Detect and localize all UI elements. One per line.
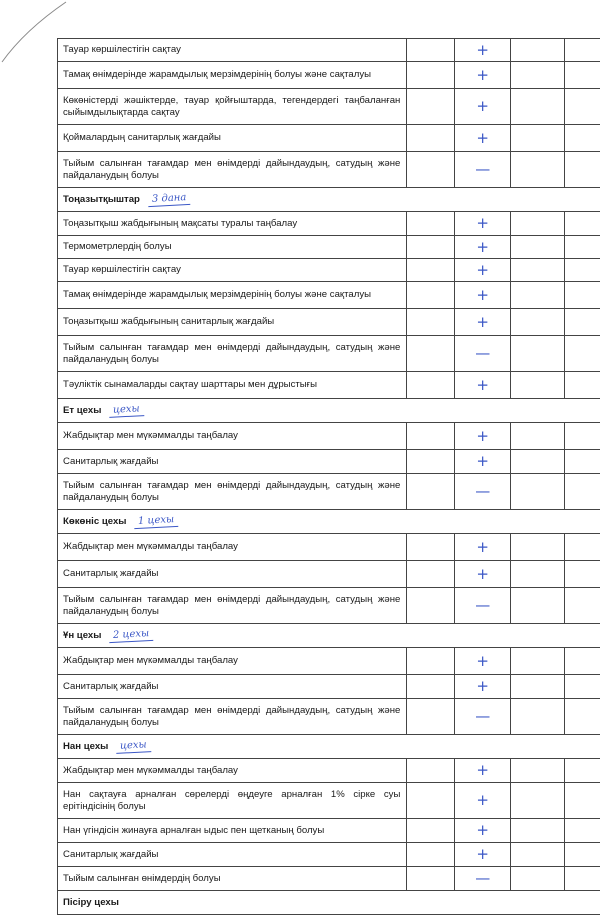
table-row <box>57 125 600 152</box>
table-row <box>57 759 600 783</box>
dash-mark: — <box>475 596 491 614</box>
dash-mark: — <box>475 869 491 887</box>
section-title: Ет цехы <box>63 404 102 416</box>
table-row <box>57 212 600 236</box>
dash-mark: — <box>475 160 491 178</box>
check-mark: + <box>476 40 489 59</box>
row-label: Жабдықтар мен мүкәммалды таңбалау <box>58 648 407 674</box>
row-label: Тауар көршілестігін сақтау <box>58 39 407 61</box>
table-row <box>57 259 600 282</box>
section-header <box>57 735 600 759</box>
row-label: Тоңазытқыш жабдығының санитарлық жағдайы <box>58 309 407 335</box>
row-label: Тыйым салынған тағамдар мен өнімдерді дайындаудың, сатудың және пайдаланудың болуы <box>58 474 407 509</box>
check-mark: + <box>476 65 489 84</box>
handwritten-note: цехы <box>116 739 151 754</box>
row-label: Жабдықтар мен мүкәммалды таңбалау <box>58 534 407 560</box>
table-row <box>57 819 600 843</box>
handwritten-note: 3 дана <box>148 192 191 207</box>
dash-mark: — <box>475 344 491 362</box>
check-mark: + <box>476 375 489 394</box>
row-label: Тауар көршілестігін сақтау <box>58 259 407 281</box>
row-label: Санитарлық жағдайы <box>58 675 407 698</box>
check-mark: + <box>476 651 489 670</box>
row-label: Санитарлық жағдайы <box>58 450 407 473</box>
dash-mark: — <box>475 707 491 725</box>
row-label: Жабдықтар мен мүкәммалды таңбалау <box>58 759 407 782</box>
section-title: Тоңазытқыштар <box>63 193 140 205</box>
section-header <box>57 624 600 648</box>
table-row <box>57 89 600 125</box>
table-row <box>57 843 600 867</box>
row-label: Тоңазытқыш жабдығының мақсаты туралы таңбалау <box>58 212 407 235</box>
row-label: Көкөністерді жәшіктерде, тауар қойғыштарда, тегендердегі таңбаланған сыйымдылықтарда сақтау <box>58 89 407 124</box>
dash-mark: — <box>475 482 491 500</box>
table-row <box>57 236 600 259</box>
row-label: Термометрлердің болуы <box>58 236 407 258</box>
row-label: Жабдықтар мен мүкәммалды таңбалау <box>58 423 407 449</box>
row-label: Тыйым салынған тағамдар мен өнімдерді дайындаудың, сатудың және пайдаланудың болуы <box>58 336 407 371</box>
check-mark: + <box>476 312 489 331</box>
table-row <box>57 282 600 309</box>
row-label: Санитарлық жағдайы <box>58 843 407 866</box>
row-label: Тыйым салынған тағамдар мен өнімдерді дайындаудың, сатудың және пайдаланудың болуы <box>58 699 407 734</box>
table-row <box>57 450 600 474</box>
row-label: Тыйым салынған тағамдар мен өнімдерді дайындаудың, сатудың және пайдаланудың болуы <box>58 152 407 187</box>
section-header <box>57 891 600 915</box>
check-mark: + <box>476 426 489 445</box>
table-row <box>57 474 600 510</box>
check-mark: + <box>476 285 489 304</box>
row-label: Тыйым салынған тағамдар мен өнімдерді дайындаудың, сатудың және пайдаланудың болуы <box>58 588 407 623</box>
check-mark: + <box>476 237 489 256</box>
check-mark: + <box>476 791 489 809</box>
row-label: Тамақ өнімдерінде жарамдылық мерзімдерінің болуы және сақталуы <box>58 62 407 88</box>
check-mark: + <box>476 821 489 839</box>
handwritten-note: цехы <box>109 403 144 418</box>
inspection-table <box>57 38 600 915</box>
row-label: Тамақ өнімдерінде жарамдылық мерзімдерінің болуы және сақталуы <box>58 282 407 308</box>
check-mark: + <box>476 564 489 583</box>
row-label: Нан үгіндісін жинауға арналған ыдыс пен щетканың болуы <box>58 819 407 842</box>
table-row <box>57 675 600 699</box>
table-row <box>57 561 600 588</box>
table-row <box>57 372 600 399</box>
table-row <box>57 648 600 675</box>
row-label: Тыйым салынған өнімдердің болуы <box>58 867 407 890</box>
table-row <box>57 423 600 450</box>
check-mark: + <box>476 128 489 147</box>
table-row <box>57 152 600 188</box>
check-mark: + <box>476 97 489 115</box>
row-label: Санитарлық жағдайы <box>58 561 407 587</box>
check-mark: + <box>476 761 489 779</box>
handwritten-note: 1 цехы <box>134 514 179 529</box>
handwritten-note: 2 цехы <box>109 628 154 643</box>
table-row <box>57 534 600 561</box>
section-header <box>57 188 600 212</box>
table-row <box>57 309 600 336</box>
table-row <box>57 336 600 372</box>
section-header <box>57 510 600 534</box>
row-label: Қоймалардың санитарлық жағдайы <box>58 125 407 151</box>
check-mark: + <box>476 677 489 695</box>
check-mark: + <box>476 214 489 232</box>
check-mark: + <box>476 845 489 863</box>
section-header <box>57 399 600 423</box>
table-row <box>57 867 600 891</box>
table-row <box>57 783 600 819</box>
table-row <box>57 588 600 624</box>
table-row <box>57 699 600 735</box>
row-label: Нан сақтауға арналған сөрелерді өңдеуге арналған 1% сірке суы ерітіндісінің болуы <box>58 783 407 818</box>
row-label: Тәуліктік сынамаларды сақтау шарттары мен дұрыстығы <box>58 372 407 398</box>
check-mark: + <box>476 537 489 556</box>
check-mark: + <box>476 260 489 279</box>
section-title: Нан цехы <box>63 740 109 752</box>
section-title: Ұн цехы <box>63 629 102 641</box>
table-row <box>57 62 600 89</box>
check-mark: + <box>476 452 489 470</box>
section-title: Көкөніс цехы <box>63 515 127 527</box>
section-title: Пісіру цехы <box>63 896 119 908</box>
table-row <box>57 39 600 62</box>
